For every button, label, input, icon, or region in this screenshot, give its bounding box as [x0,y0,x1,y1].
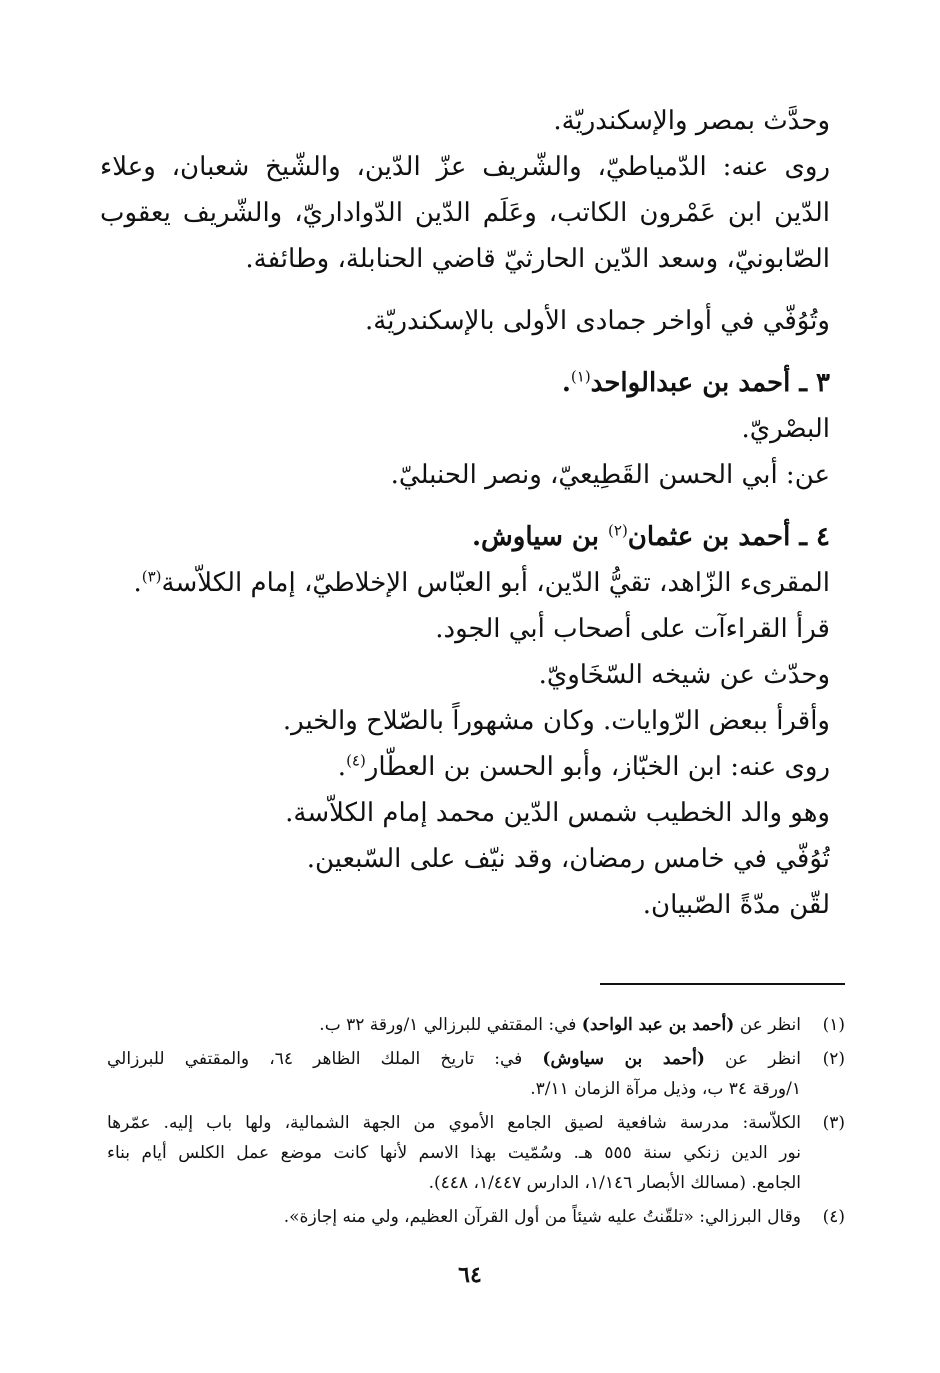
text-line: البصْريّ. [741,414,830,444]
line-end: . [337,752,347,782]
footnote-number: (٣) [822,1113,845,1133]
text-line: روى عنه: الدّمياطيّ، والشّريف عزّ الدّين، والشّيخ شعبان، وعلاء [100,152,830,182]
footnote-line: الجامع. (مسالك الأبصار ١/١٤٦، الدارس ١/٤٤٧، ٤٤٨). [428,1173,801,1193]
heading-text: ٤ ـ أحمد بن عثمان [627,522,830,552]
footnote-3 [107,1108,845,1198]
footnote-ref: (١) [570,367,591,386]
text-line: تُوُفّي في خامس رمضان، وقد نيّف على السّبعين. [306,844,830,874]
text-line: وتُوُفّي في أواخر جمادى الأولى بالإسكندريّة. [365,306,830,336]
text-line: وحدَّث بمصر والإسكندريّة. [553,106,830,136]
text-line: قرأ القراءآت على أصحاب أبي الجود. [435,614,830,644]
text-line [100,560,830,606]
entry-heading-3 [100,360,830,406]
text-line: وأقرأ ببعض الرّوايات. وكان مشهوراً بالصّلاح والخير. [282,706,830,736]
footnote-1: (١) انظر عن (أحمد بن عبد الواحد) في: المقتفي للبرزالي ١/ورقة ٣٢ ب. [107,1010,845,1040]
footnote-line: نور الدين زنكي سنة ٥٥٥ هـ. وسُمّيت بهذا الاسم لأنها كانت موضع عمل الكلس أيام بناء [107,1143,801,1163]
text-line: الدّين ابن عَمْرون الكاتب، وعَلَم الدّين الدّواداريّ، والشّريف يعقوب [100,198,830,228]
footnote-number: (٢) [822,1049,845,1069]
heading-end: . [561,368,571,398]
footnote-subject: (أحمد بن عبد الواحد) [581,1015,735,1035]
entry-heading-4 [100,514,830,560]
footnote-line: ١/ورقة ٣٤ ب، وذيل مرآة الزمان ٣/١١. [530,1079,801,1099]
text-line: وحدّث عن شيخه السّخَاويّ. [538,660,830,690]
footnote-2: (٢) انظر عن (أحمد بن سياوش) في: تاريخ الملك الظاهر ٦٤، والمقتفي للبرزالي ١/ورقة ٣٤ ب، وذيل مرآة الزمان ٣/١١. [107,1044,845,1104]
page-number: ٦٤ [458,1262,482,1288]
text-line: الصّابونيّ، وسعد الدّين الحارثيّ قاضي الحنابلة، وطائفة. [245,244,830,274]
text-line: عن: أبي الحسن القَطِيعيّ، ونصر الحنبليّ. [390,460,830,490]
footnote-divider [600,983,845,985]
line-text: المقرىء الزّاهد، تقيُّ الدّين، أبو العبّاس الإخلاطيّ، إمام الكلاّسة [161,568,830,598]
text-line [100,744,830,790]
footnote-number: (٤) [822,1207,845,1227]
text-line: لقّن مدّةً الصّبيان. [642,890,830,920]
footnotes [107,1010,845,1236]
heading-text-end: بن سياوش. [471,522,609,552]
footnote-line: وقال البرزالي: «تلقّنتُ عليه شيئاً من أول القرآن العظيم، ولي منه إجازة». [283,1207,801,1227]
footnote-line: الكلاّسة: مدرسة شافعية لصيق الجامع الأموي من الجهة الشمالية، ولها باب إليه. عمّرها [107,1113,801,1133]
heading-text: ٣ ـ أحمد بن عبدالواحد [590,368,830,398]
footnote-4 [107,1202,845,1232]
footnote-subject: (أحمد بن سياوش) [542,1049,705,1069]
text-line: وهو والد الخطيب شمس الدّين محمد إمام الكلاّسة. [285,798,830,828]
footnote-number: (١) [822,1015,845,1035]
footnote-ref: (٢) [608,521,628,540]
main-text [100,98,830,928]
footnote-ref: (٤) [346,751,366,770]
line-text: روى عنه: ابن الخبّاز، وأبو الحسن بن العطّار [365,752,830,782]
footnote-ref: (٣) [141,567,162,586]
line-end: . [133,568,142,598]
